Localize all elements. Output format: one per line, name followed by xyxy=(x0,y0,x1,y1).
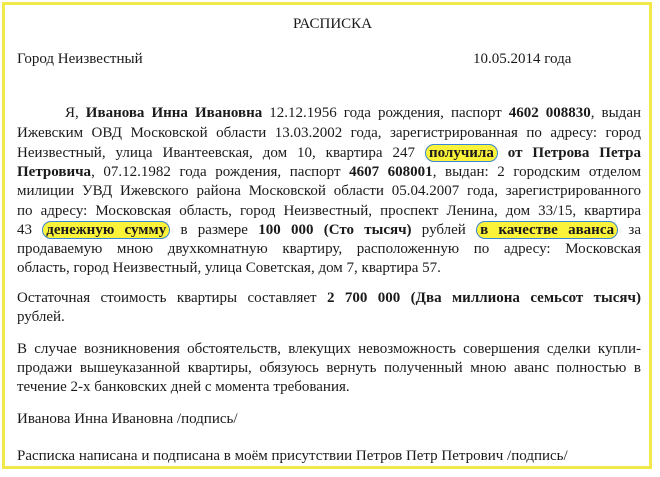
debtor-name: Иванова Инна Ивановна xyxy=(85,105,263,121)
p1-line-3: Неизвестный, улица Ивантеевская, дом 10, квартира 247 получила от Петрова Петра xyxy=(17,145,642,161)
p1-line-2: Ижевским ОВД Московской области 13.03.2002 года, зарегистрированная по адресу: город xyxy=(17,125,641,141)
advance-amount: 100 000 (Сто тысяч) xyxy=(258,222,412,238)
p1-line-6: по адресу: Московская область, город Неизвестный, проспект Ленина, дом 33/15, квартира xyxy=(17,203,641,219)
p3-line-2: продажи вышеуказанной квартиры, обязуюсь вернуть полученный мною аванс полностью в xyxy=(17,360,641,376)
p1-line-9: область, город Неизвестный, улица Советская, дом 7, квартира 57. xyxy=(17,260,441,276)
document-title: РАСПИСКА xyxy=(293,16,373,32)
highlight-advance: в качестве аванса xyxy=(476,221,618,239)
receipt-document xyxy=(2,2,652,469)
p1-line-4: Петровича, 07.12.1982 года рождения, паспорт 4607 608001, выдан: 2 городским отделом xyxy=(17,164,642,180)
p3-line-3: течение 2-х банковских дней с момента требования. xyxy=(17,379,350,395)
debtor-passport: 4602 008830 xyxy=(508,105,591,121)
creditor-name: Петровича xyxy=(17,164,92,180)
creditor-passport: 4607 608001 xyxy=(349,164,433,180)
p3-line-1: В случае возникновения обстоятельств, влекущих невозможность совершения сделки купли- xyxy=(17,341,641,357)
signature-line: Иванова Инна Ивановна /подпись/ xyxy=(17,411,238,427)
p2-line-2: рублей. xyxy=(17,309,65,325)
highlight-money-sum: денежную сумму xyxy=(42,221,170,239)
remaining-amount: 2 700 000 (Два миллиона семьсот тысяч) xyxy=(326,290,641,306)
witness-line: Расписка написана и подписана в моём присутствии Петров Петр Петрович /подпись/ xyxy=(17,448,568,464)
p1-line-5: милиции УВД Ижевского района Московской области 05.04.2007 года, зарегистрированного xyxy=(17,183,641,199)
document-date: 10.05.2014 года xyxy=(473,51,572,67)
p1-line-7: 43 денежную сумму в размере 100 000 (Сто тысяч) рублей в качестве аванса за xyxy=(17,222,641,238)
highlight-received: получила xyxy=(425,144,498,162)
p2-line-1: Остаточная стоимость квартиры составляет 2 700 000 (Два миллиона семьсот тысяч) xyxy=(17,290,641,306)
p1-line-1: Я, Иванова Инна Ивановна 12.12.1956 года рождения, паспорт 4602 008830, выдан xyxy=(65,105,642,121)
city: Город Неизвестный xyxy=(17,51,143,67)
p1-line-8: продаваемую мною двухкомнатную квартиру, расположенную по адресу: Московская xyxy=(17,241,641,257)
